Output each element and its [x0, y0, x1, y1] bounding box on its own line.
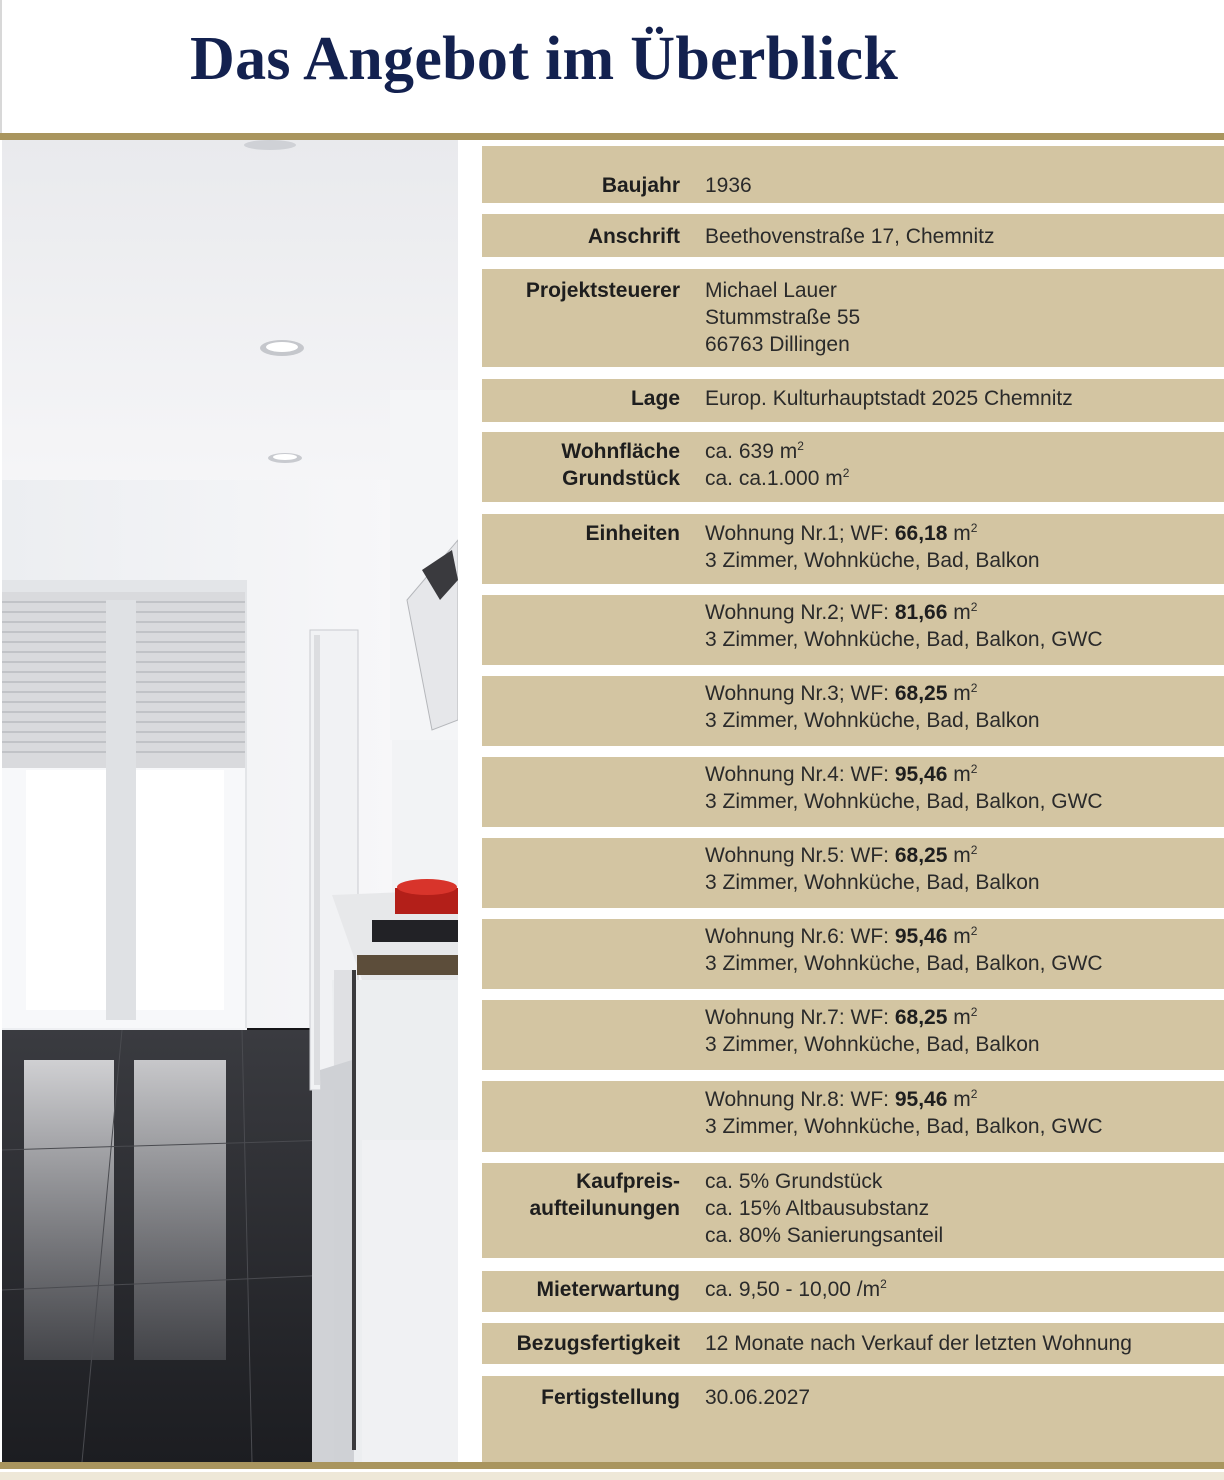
unit-rooms: 3 Zimmer, Wohnküche, Bad, Balkon, GWC — [705, 1115, 1103, 1138]
kitchen-photo — [2, 140, 458, 1462]
row-lage — [482, 379, 1224, 422]
label-grundstueck: Grundstück — [562, 467, 680, 490]
unit-title: Wohnung Nr.3; WF: — [705, 682, 895, 705]
projektsteuerer-city: 66763 Dillingen — [705, 333, 850, 356]
unit-area: 66,18 — [894, 522, 948, 545]
unit-title: Wohnung Nr.6: WF: — [705, 925, 895, 948]
label-kaufpreis-line1: Kaufpreis- — [576, 1170, 680, 1193]
unit-area: 95,46 — [894, 1088, 948, 1111]
row-projektsteuerer — [482, 269, 1224, 367]
left-edge-rule — [0, 0, 2, 140]
row-unit-5 — [482, 838, 1224, 908]
top-gold-band — [0, 133, 1224, 140]
unit-area: 68,25 — [894, 682, 948, 705]
unit-unit: m — [947, 763, 971, 786]
unit-unit: m — [947, 522, 971, 545]
value-lage: Europ. Kulturhauptstadt 2025 Chemnitz — [705, 387, 1073, 410]
value-bezugsfertigkeit: 12 Monate nach Verkauf der letzten Wohnung — [705, 1332, 1132, 1355]
label-baujahr: Baujahr — [601, 174, 680, 197]
unit-unit: m — [947, 682, 971, 705]
unit-superscript: 2 — [970, 521, 978, 535]
row-unit-7 — [482, 1000, 1224, 1070]
unit-rooms: 3 Zimmer, Wohnküche, Bad, Balkon — [705, 709, 1040, 732]
unit-3 — [705, 680, 1215, 734]
value-anschrift: Beethovenstraße 17, Chemnitz — [705, 225, 995, 248]
row-mieterwartung — [482, 1271, 1224, 1312]
unit-title: Wohnung Nr.7: WF: — [705, 1006, 895, 1029]
page-title: Das Angebot im Überblick — [190, 25, 899, 93]
projektsteuerer-name: Michael Lauer — [705, 279, 837, 302]
row-unit-3 — [482, 676, 1224, 746]
unit-rooms: 3 Zimmer, Wohnküche, Bad, Balkon, GWC — [705, 790, 1103, 813]
unit-rooms: 3 Zimmer, Wohnküche, Bad, Balkon — [705, 1033, 1040, 1056]
unit-2 — [705, 599, 1215, 653]
label-einheiten: Einheiten — [585, 522, 680, 545]
unit-area: 68,25 — [894, 1006, 948, 1029]
unit-superscript: 2 — [970, 924, 978, 938]
row-unit-8 — [482, 1081, 1224, 1152]
unit-unit: m — [947, 925, 971, 948]
unit-area: 81,66 — [894, 601, 948, 624]
unit-title: Wohnung Nr.5: WF: — [705, 844, 895, 867]
unit-title: Wohnung Nr.2; WF: — [705, 601, 895, 624]
unit-rooms: 3 Zimmer, Wohnküche, Bad, Balkon, GWC — [705, 628, 1103, 651]
label-lage: Lage — [630, 387, 680, 410]
kaufpreis-grundstueck: ca. 5% Grundstück — [705, 1170, 883, 1193]
unit-8 — [705, 1086, 1215, 1140]
unit-area: 68,25 — [894, 844, 948, 867]
value-fertigstellung: 30.06.2027 — [705, 1386, 811, 1409]
unit-6 — [705, 923, 1215, 977]
value-wohnflaeche: ca. 639 m — [705, 440, 798, 463]
unit-7 — [705, 1004, 1215, 1058]
kaufpreis-altbau: ca. 15% Altbausubstanz — [705, 1197, 930, 1220]
unit-area: 95,46 — [894, 925, 948, 948]
unit-superscript: 2 — [880, 1277, 887, 1291]
row-unit-1 — [482, 514, 1224, 584]
unit-5 — [705, 842, 1215, 896]
value-kaufpreis — [705, 1168, 1215, 1249]
unit-superscript: 2 — [797, 439, 804, 453]
label-bezugsfertigkeit: Bezugsfertigkeit — [516, 1332, 680, 1355]
row-flaechen — [482, 432, 1224, 502]
label-projektsteuerer: Projektsteuerer — [525, 279, 680, 302]
row-baujahr — [482, 146, 1224, 203]
row-unit-2 — [482, 595, 1224, 665]
projektsteuerer-street: Stummstraße 55 — [705, 306, 861, 329]
value-baujahr: 1936 — [705, 174, 752, 197]
label-kaufpreis — [482, 1168, 680, 1222]
value-projektsteuerer — [705, 277, 1215, 358]
bottom-light-band — [0, 1472, 1224, 1480]
unit-1 — [705, 520, 1215, 574]
mieterwartung-text: ca. 9,50 - 10,00 /m — [705, 1278, 881, 1301]
label-fertigstellung: Fertigstellung — [541, 1386, 680, 1409]
unit-superscript: 2 — [970, 1005, 978, 1019]
unit-superscript: 2 — [970, 843, 978, 857]
unit-rooms: 3 Zimmer, Wohnküche, Bad, Balkon — [705, 549, 1040, 572]
label-flaechen — [482, 438, 680, 492]
label-mieterwartung: Mieterwartung — [536, 1278, 680, 1301]
unit-unit: m — [947, 1088, 971, 1111]
unit-title: Wohnung Nr.4: WF: — [705, 763, 895, 786]
unit-rooms: 3 Zimmer, Wohnküche, Bad, Balkon, GWC — [705, 952, 1103, 975]
unit-superscript: 2 — [842, 466, 850, 480]
row-unit-6 — [482, 919, 1224, 989]
value-flaechen — [705, 438, 1215, 492]
unit-superscript: 2 — [970, 681, 978, 695]
unit-area: 95,46 — [894, 763, 948, 786]
row-bezugsfertigkeit — [482, 1323, 1224, 1364]
unit-unit: m — [947, 844, 971, 867]
unit-title: Wohnung Nr.8: WF: — [705, 1088, 895, 1111]
unit-unit: m — [947, 1006, 971, 1029]
row-kaufpreis — [482, 1163, 1224, 1258]
unit-superscript: 2 — [970, 1087, 978, 1101]
label-wohnflaeche: Wohnfläche — [561, 440, 680, 463]
label-anschrift: Anschrift — [587, 225, 680, 248]
unit-4 — [705, 761, 1215, 815]
unit-unit: m — [947, 601, 971, 624]
value-mieterwartung — [705, 1276, 1215, 1303]
bottom-gold-band — [0, 1462, 1224, 1469]
unit-rooms: 3 Zimmer, Wohnküche, Bad, Balkon — [705, 871, 1040, 894]
row-anschrift — [482, 214, 1224, 257]
row-unit-4 — [482, 757, 1224, 827]
unit-superscript: 2 — [970, 762, 978, 776]
unit-superscript: 2 — [970, 600, 978, 614]
value-grundstueck: ca. ca.1.000 m — [705, 467, 843, 490]
unit-title: Wohnung Nr.1; WF: — [705, 522, 895, 545]
kaufpreis-sanierung: ca. 80% Sanierungsanteil — [705, 1224, 944, 1247]
row-fertigstellung — [482, 1376, 1224, 1462]
label-kaufpreis-line2: aufteilunungen — [529, 1197, 680, 1220]
